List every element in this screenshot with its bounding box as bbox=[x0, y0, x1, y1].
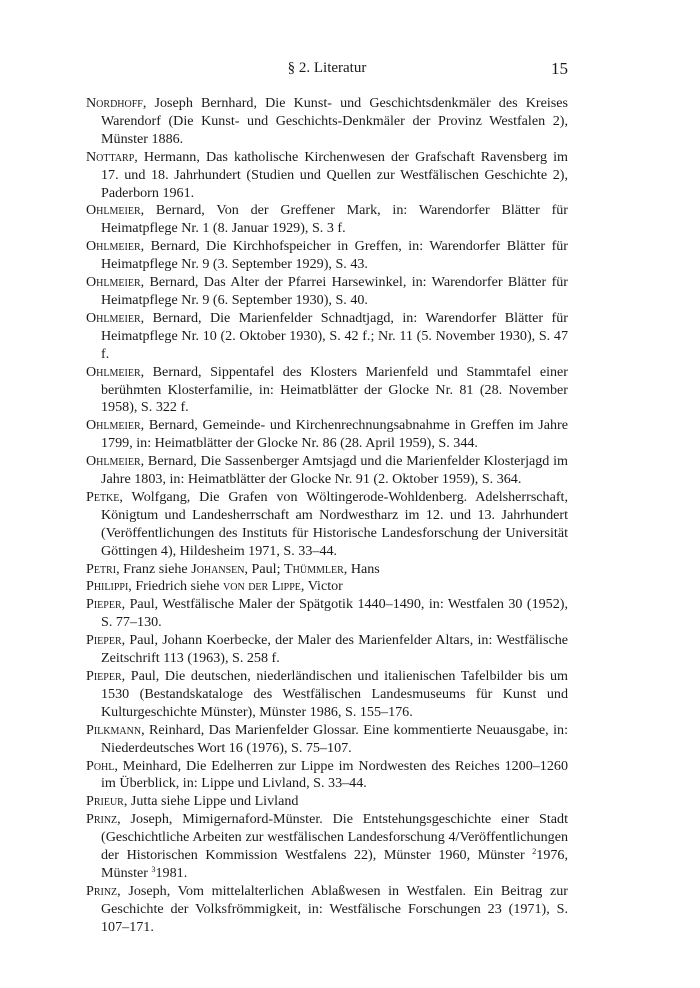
entry-text: , Paul; bbox=[244, 560, 285, 577]
entry-text: , Bernard, Gemeinde- und Kirchenrechnungsabnahme in Greffen im Jahre 1799, in: Heimatblätter der Glocke Nr. 86 (28. April 1959), S. 344. bbox=[101, 417, 568, 452]
bibliography-entry bbox=[86, 596, 568, 632]
author-name: Prinz bbox=[86, 882, 118, 899]
author-name: Ohlmeier bbox=[86, 274, 141, 291]
bibliography-entry bbox=[86, 453, 568, 489]
entry-text: , Paul, Johann Koerbecke, der Maler des Marienfelder Altars, in: Westfälische Zeitschrift 113 (1963), S. 258 f. bbox=[101, 632, 568, 667]
entry-text: , Victor bbox=[300, 578, 343, 595]
author-name: Ohlmeier bbox=[86, 417, 141, 434]
bibliography-entry bbox=[86, 364, 568, 418]
entry-text: , Paul, Westfälische Maler der Spätgotik 1440–1490, in: Westfalen 30 (1952), S. 77–130. bbox=[101, 596, 568, 631]
entry-text: , Jutta siehe Lippe und Livland bbox=[123, 793, 299, 810]
author-name: Ohlmeier bbox=[86, 202, 141, 219]
entry-text: , Joseph, Mimigernaford-Münster. Die Entstehungsgeschichte einer Stadt (Geschichtliche Arbeiten zur westfälischen Landesforschung 4/Veröffentlichungen der Historischen Kommission Westfalens 22), Münster 1960, Münster bbox=[101, 811, 568, 864]
bibliography-entry bbox=[86, 722, 568, 758]
cross-reference: Thümmler bbox=[284, 560, 344, 577]
running-header bbox=[86, 60, 568, 84]
author-name: Nordhoff bbox=[86, 95, 143, 111]
author-name: Pohl bbox=[86, 757, 115, 774]
entry-text: , Bernard, Die Kirchhofspeicher in Greffen, in: Warendorfer Blätter für Heimatpflege Nr. 9 (3. September 1929), S. 43. bbox=[101, 238, 568, 273]
bibliography-entry bbox=[86, 578, 568, 596]
author-name: Prinz bbox=[86, 811, 118, 828]
page-number: 15 bbox=[551, 59, 568, 78]
entry-text: , Paul, Die deutschen, niederländischen und italienischen Tafelbilder bis um 1530 (Bestandskataloge des Westfälischen Landesmuseums für Kunst und Kulturgeschichte Münster), Münster 1986, S. 155–176. bbox=[101, 668, 568, 720]
author-name: Petri bbox=[86, 560, 117, 577]
author-name: Pieper bbox=[86, 596, 122, 613]
edition-superscript: 2 bbox=[532, 847, 537, 857]
bibliography-entry bbox=[86, 95, 568, 149]
entry-text: , Franz siehe bbox=[116, 560, 192, 577]
cross-reference: Johansen bbox=[191, 560, 245, 577]
entry-text: 1976, Münster bbox=[101, 847, 568, 881]
entry-text: , Joseph Bernhard, Die Kunst- und Geschichtsdenkmäler des Kreises Warendorf (Die Kunst- und Geschichts-Denkmäler der Provinz Westfalen 2), Münster 1886. bbox=[101, 95, 568, 147]
entry-text: , Bernard, Das Alter der Pfarrei Harsewinkel, in: Warendorfer Blätter für Heimatpflege Nr. 9 (6. September 1930), S. 40. bbox=[101, 274, 568, 308]
entry-text: , Bernard, Die Marienfelder Schnadtjagd, in: Warendorfer Blätter für Heimatpflege Nr. 10 (2. Oktober 1930), S. 42 f.; Nr. 11 (5. November 1930), S. 47 f. bbox=[101, 309, 568, 362]
author-name: Pilkmann bbox=[86, 721, 142, 738]
edition-superscript: 3 bbox=[151, 864, 156, 874]
bibliography-entry bbox=[86, 632, 568, 668]
bibliography-entry bbox=[86, 811, 568, 883]
cross-reference: von der Lippe bbox=[223, 578, 301, 595]
entry-text: , Hans bbox=[343, 560, 380, 577]
bibliography-entry bbox=[86, 274, 568, 310]
entry-text: , Friedrich siehe bbox=[128, 578, 224, 595]
bibliography-entry bbox=[86, 793, 568, 811]
author-name: Philippi bbox=[86, 578, 129, 595]
author-name: Nottarp bbox=[86, 148, 135, 165]
bibliography-entry bbox=[86, 149, 568, 203]
entry-text: , Wolfgang, Die Grafen von Wöltingerode-Wohldenberg. Adelsherrschaft, Königtum und Landesherrschaft am Nordwestharz im 12. und 13. Jahrhundert (Veröffentlichungen des Instituts für Historische Landesforschung der Universität Göttingen 4), Hildesheim 1971, S. 33–44. bbox=[101, 488, 568, 559]
entry-text: , Joseph, Vom mittelalterlichen Ablaßwesen in Westfalen. Ein Beitrag zur Geschichte der Volksfrömmigkeit, in: Westfälische Forschungen 23 (1971), S. 107–171. bbox=[101, 882, 568, 935]
entry-text: , Reinhard, Das Marienfelder Glossar. Eine kommentierte Neuausgabe, in: Niederdeutsches Wort 16 (1976), S. 75–107. bbox=[101, 721, 568, 756]
author-name: Ohlmeier bbox=[86, 238, 141, 255]
entry-text: , Bernard, Sippentafel des Klosters Marienfeld und Stammtafel einer berühmten Klosterfamilie, in: Heimatblätter der Glocke Nr. 81 (28. November 1958), S. 322 f. bbox=[101, 363, 568, 416]
entry-text: 1981. bbox=[155, 864, 188, 881]
bibliography-entry bbox=[86, 238, 568, 274]
bibliography-entry bbox=[86, 417, 568, 453]
author-name: Ohlmeier bbox=[86, 363, 141, 380]
author-name: Petke bbox=[86, 488, 120, 505]
entry-text: , Meinhard, Die Edelherren zur Lippe im Nordwesten des Reiches 1200–1260 im Überblick, in: Lippe und Livland, S. 33–44. bbox=[101, 757, 568, 792]
bibliography-entry bbox=[86, 310, 568, 364]
entry-text: , Hermann, Das katholische Kirchenwesen der Grafschaft Ravensberg im 17. und 18. Jahrhundert (Studien und Quellen zur Westfälischen Geschichte 2), Paderborn 1961. bbox=[101, 148, 568, 201]
author-name: Pieper bbox=[86, 632, 122, 649]
bibliography-list bbox=[86, 95, 568, 937]
bibliography-entry bbox=[86, 202, 568, 238]
entry-text: , Bernard, Von der Greffener Mark, in: Warendorfer Blätter für Heimatpflege Nr. 1 (8. Januar 1929), S. 3 f. bbox=[101, 202, 568, 237]
author-name: Pieper bbox=[86, 668, 122, 684]
entry-text: , Bernard, Die Sassenberger Amtsjagd und die Marienfelder Klosterjagd im Jahre 1803, in: Heimatblätter der Glocke Nr. 91 (2. Oktober 1959), S. 364. bbox=[101, 453, 568, 488]
author-name: Ohlmeier bbox=[86, 309, 141, 326]
section-title: § 2. Literatur bbox=[287, 60, 367, 76]
bibliography-entry bbox=[86, 489, 568, 561]
bibliography-entry bbox=[86, 561, 568, 579]
bibliography-entry bbox=[86, 758, 568, 794]
bibliography-entry bbox=[86, 883, 568, 937]
author-name: Prieur bbox=[86, 793, 124, 810]
author-name: Ohlmeier bbox=[86, 453, 141, 470]
bibliography-entry bbox=[86, 668, 568, 722]
